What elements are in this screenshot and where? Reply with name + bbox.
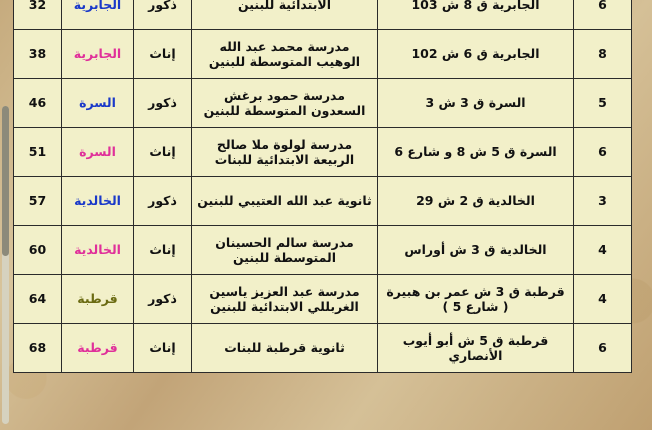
cell-school: مدرسة حمود برغش السعدون المتوسطة للبنين: [192, 79, 378, 128]
cell-gender: إناث: [134, 128, 192, 177]
table-row: [14, 128, 632, 177]
cell-gender: ذكور: [134, 0, 192, 30]
cell-area: السرة: [62, 79, 134, 128]
table-row: [14, 0, 632, 30]
cell-address: الخالدية ق 2 ش 29: [378, 177, 574, 226]
cell-school: الابتدائية للبنين: [192, 0, 378, 30]
cell-address: قرطبة ق 5 ش أبو أيوب الأنصاري: [378, 324, 574, 373]
cell-count: 4: [574, 226, 632, 275]
cell-address: الجابرية ق 6 ش 102: [378, 30, 574, 79]
cell-id: 32: [14, 0, 62, 30]
table-row: [14, 79, 632, 128]
cell-school: ثانوية قرطبة للبنات: [192, 324, 378, 373]
table-row: [14, 226, 632, 275]
cell-address: الخالدية ق 3 ش أوراس: [378, 226, 574, 275]
cell-gender: إناث: [134, 30, 192, 79]
cell-school: مدرسة سالم الحسينان المتوسطة للبنين: [192, 226, 378, 275]
cell-address: السرة ق 3 ش 3: [378, 79, 574, 128]
cell-area: الجابرية: [62, 0, 134, 30]
cell-area: قرطبة: [62, 324, 134, 373]
cell-school: مدرسة عبد العزيز ياسين الغربللي الابتدائية للبنين: [192, 275, 378, 324]
cell-school: مدرسة محمد عبد الله الوهيب المتوسطة للبنين: [192, 30, 378, 79]
cell-gender: ذكور: [134, 177, 192, 226]
table-row: [14, 30, 632, 79]
cell-count: 3: [574, 177, 632, 226]
cell-area: الجابرية: [62, 30, 134, 79]
cell-area: الخالدية: [62, 177, 134, 226]
cell-school: مدرسة لولوة ملا صالح الربيعة الابتدائية للبنات: [192, 128, 378, 177]
schools-table: [13, 0, 632, 373]
cell-address: قرطبة ق 3 ش عمر بن هبيرة ( شارع 5 ): [378, 275, 574, 324]
cell-gender: إناث: [134, 226, 192, 275]
cell-address: الجابرية ق 8 ش 103: [378, 0, 574, 30]
cell-count: 6: [574, 128, 632, 177]
cell-count: 4: [574, 275, 632, 324]
cell-area: الخالدية: [62, 226, 134, 275]
cell-gender: ذكور: [134, 79, 192, 128]
cell-id: 60: [14, 226, 62, 275]
cell-address: السرة ق 5 ش 8 و شارع 6: [378, 128, 574, 177]
vertical-scrollbar-thumb[interactable]: [2, 106, 9, 256]
cell-count: 6: [574, 324, 632, 373]
cell-id: 57: [14, 177, 62, 226]
cell-id: 64: [14, 275, 62, 324]
table-row: [14, 324, 632, 373]
cell-id: 38: [14, 30, 62, 79]
cell-gender: ذكور: [134, 275, 192, 324]
cell-id: 51: [14, 128, 62, 177]
schools-table-container: [14, 0, 632, 373]
table-row: [14, 275, 632, 324]
cell-gender: إناث: [134, 324, 192, 373]
cell-count: 6: [574, 0, 632, 30]
cell-area: السرة: [62, 128, 134, 177]
vertical-scrollbar-track[interactable]: [2, 106, 9, 424]
cell-id: 46: [14, 79, 62, 128]
cell-count: 8: [574, 30, 632, 79]
cell-id: 68: [14, 324, 62, 373]
table-row: [14, 177, 632, 226]
cell-count: 5: [574, 79, 632, 128]
cell-area: قرطبة: [62, 275, 134, 324]
cell-school: ثانوية عبد الله العتيبي للبنين: [192, 177, 378, 226]
